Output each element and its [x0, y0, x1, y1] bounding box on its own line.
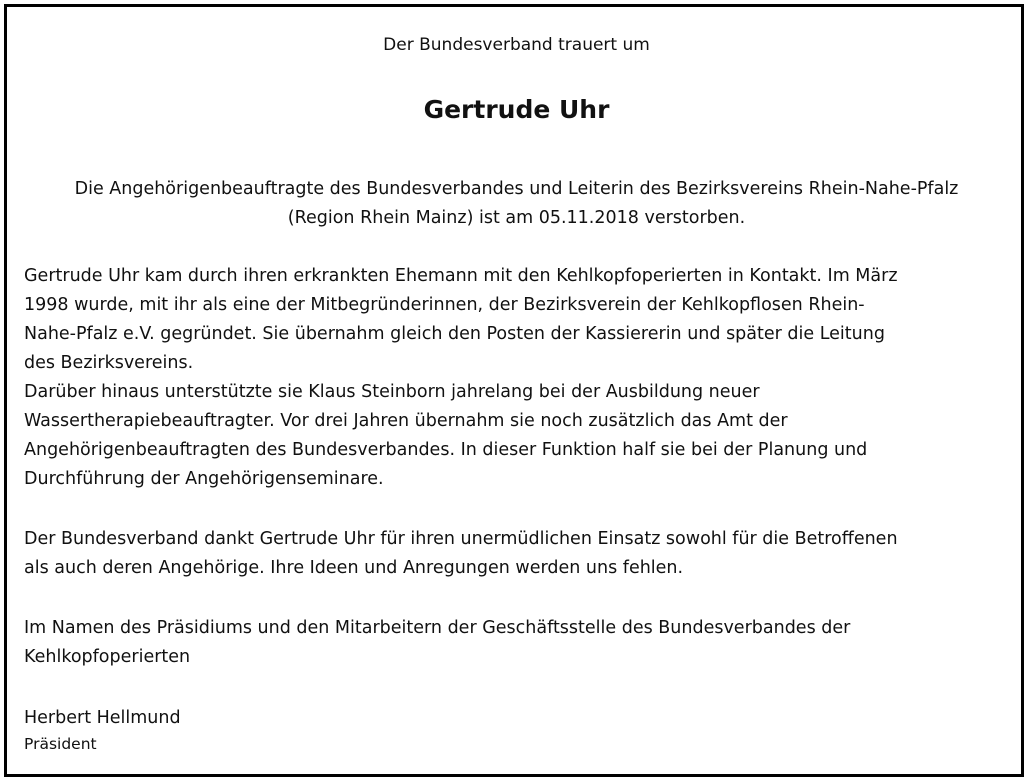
lead-paragraph — [24, 175, 1009, 233]
text-line: Darüber hinaus unterstützte sie Klaus Steinborn jahrelang bei der Ausbildung neuer — [24, 382, 760, 402]
text-line: Im Namen des Präsidiums und den Mitarbeitern der Geschäftsstelle des Bundesverbandes der — [24, 618, 851, 638]
text-line: Durchführung der Angehörigenseminare. — [24, 469, 384, 489]
text-line: als auch deren Angehörige. Ihre Ideen und Anregungen werden uns fehlen. — [24, 558, 684, 578]
text-line: des Bezirksvereins. — [24, 353, 194, 373]
text-line: Wassertherapiebeauftragter. Vor drei Jahren übernahm sie noch zusätzlich das Amt der — [24, 411, 788, 431]
text-line: Nahe-Pfalz e.V. gegründet. Sie übernahm gleich den Posten der Kassiererin und später die Leitung — [24, 324, 885, 344]
text-line: Der Bundesverband dankt Gertrude Uhr für ihren unermüdlichen Einsatz sowohl für die Betroffenen — [24, 529, 898, 549]
signature-title: Präsident — [24, 735, 97, 753]
text-line: 1998 wurde, mit ihr als eine der Mitbegründerinnen, der Bezirksverein der Kehlkopflosen Rhein- — [24, 295, 865, 315]
thanks-paragraph — [24, 525, 1009, 583]
on-behalf-paragraph — [24, 614, 1009, 672]
intro-line: Der Bundesverband trauert um — [383, 35, 650, 55]
obituary-notice-frame — [4, 4, 1024, 777]
text-line: Angehörigenbeauftragten des Bundesverbandes. In dieser Funktion half sie bei der Planung und — [24, 440, 868, 460]
signature-name: Herbert Hellmund — [24, 708, 181, 728]
deceased-name: Gertrude Uhr — [423, 95, 610, 124]
biography-paragraph — [24, 262, 1009, 494]
text-line: Kehlkopfoperierten — [24, 647, 191, 667]
text-line: Gertrude Uhr kam durch ihren erkrankten Ehemann mit den Kehlkopfoperierten in Kontakt. Im März — [24, 266, 898, 286]
lead-line: Die Angehörigenbeauftragte des Bundesverbandes und Leiterin des Bezirksvereins Rhein-Nahe-Pfalz — [74, 179, 959, 199]
lead-line: (Region Rhein Mainz) ist am 05.11.2018 verstorben. — [287, 208, 746, 228]
